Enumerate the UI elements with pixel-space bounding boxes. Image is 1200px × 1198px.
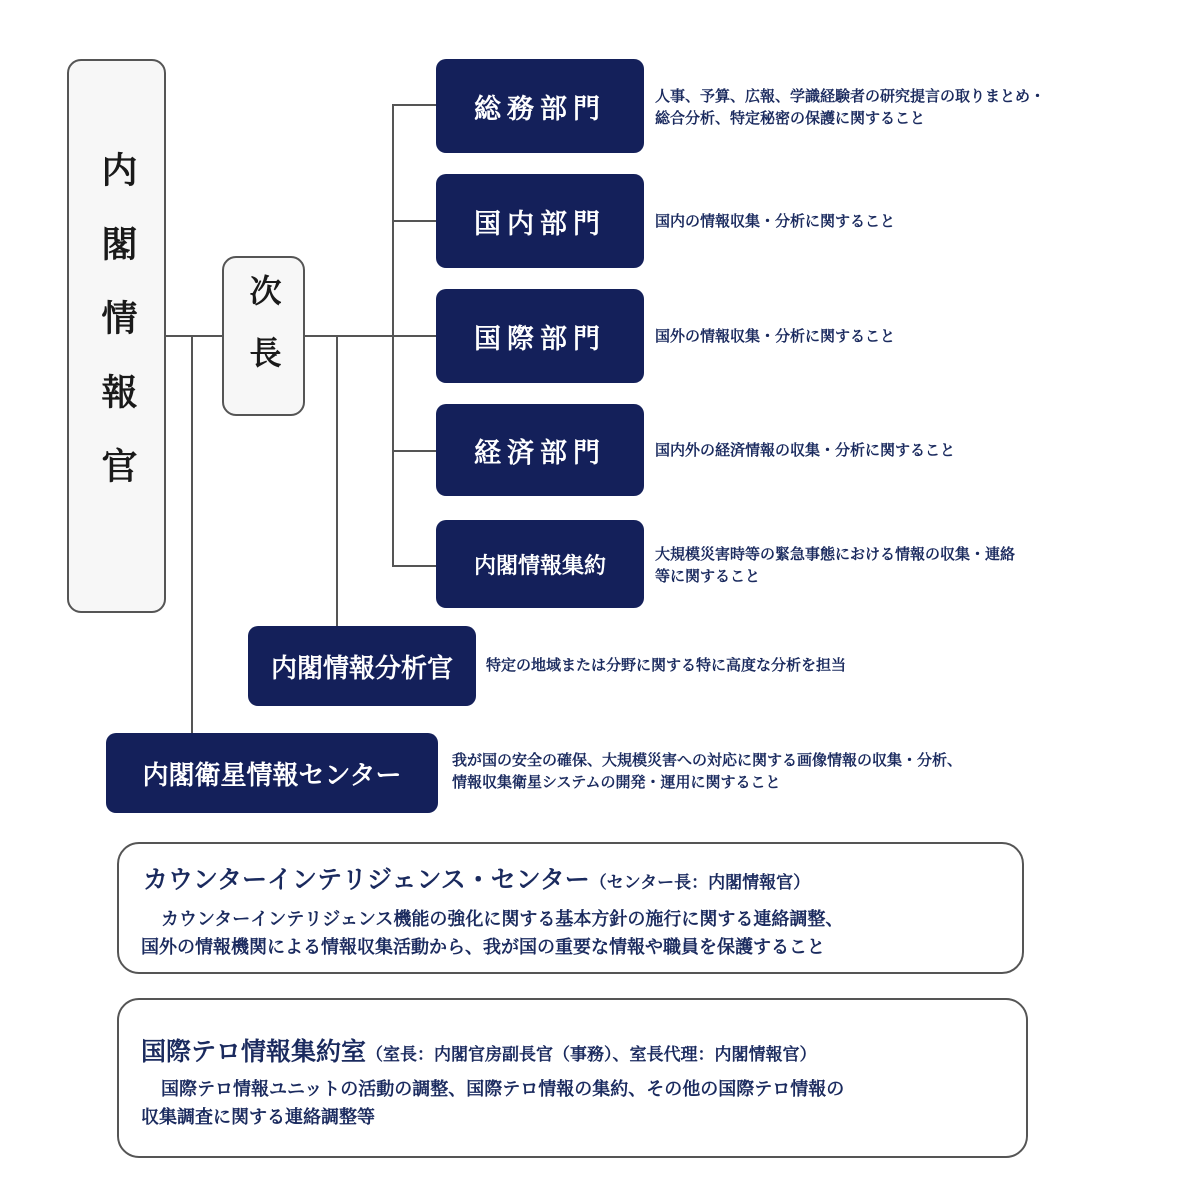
deputy-label: 次長 bbox=[244, 274, 283, 398]
deputy-box bbox=[222, 256, 305, 416]
counter-intelligence-subtitle: （センター長：内閣情報官） bbox=[589, 873, 811, 893]
connector-deputy-analyst bbox=[336, 335, 338, 626]
dept-international-desc bbox=[655, 325, 895, 347]
connector-dept-1 bbox=[392, 104, 438, 106]
desc-line: 国外の情報収集・分析に関すること bbox=[655, 327, 896, 345]
dept-economic bbox=[436, 404, 644, 496]
connector-dept-2 bbox=[392, 220, 438, 222]
body-line: 国外の情報機関による情報収集活動から、我が国の重要な情報や職員を保護すること bbox=[141, 937, 825, 958]
dept-label: 経済部門 bbox=[474, 437, 606, 469]
connector-dept-spine bbox=[392, 104, 394, 566]
satellite-center-desc bbox=[452, 749, 962, 793]
counter-intelligence-box bbox=[117, 842, 1024, 974]
desc-line: 等に関すること bbox=[655, 567, 761, 585]
dept-economic-desc bbox=[655, 439, 955, 461]
dept-international bbox=[436, 289, 644, 383]
satellite-center-box bbox=[106, 733, 438, 813]
terror-room-title: 国際テロ情報集約室 bbox=[141, 1037, 367, 1066]
dept-cabinet-intelligence-collection-desc bbox=[655, 543, 1015, 587]
terror-room-heading bbox=[141, 1032, 817, 1068]
counter-intelligence-title: カウンターインテリジェンス・センター bbox=[143, 865, 590, 894]
terror-room-body bbox=[141, 1076, 844, 1132]
dept-general-affairs-desc bbox=[655, 85, 1045, 129]
desc-line: 人事、予算、広報、学識経験者の研究提言の取りまとめ・ bbox=[655, 87, 1046, 105]
dept-cabinet-intelligence-collection bbox=[436, 520, 644, 608]
dept-label: 総務部門 bbox=[474, 93, 606, 125]
analyst-label: 内閣情報分析官 bbox=[270, 653, 453, 684]
chief-box bbox=[67, 59, 166, 613]
desc-line: 国内外の経済情報の収集・分析に関すること bbox=[655, 441, 956, 459]
body-line: 国際テロ情報ユニットの活動の調整、国際テロ情報の集約、その他の国際テロ情報の bbox=[161, 1079, 845, 1100]
dept-domestic-desc bbox=[655, 210, 895, 232]
desc-line: 国内の情報収集・分析に関すること bbox=[655, 212, 896, 230]
connector-chief-deputy bbox=[165, 335, 223, 337]
connector-dept-4 bbox=[392, 450, 438, 452]
terror-room-subtitle: （室長：内閣官房副長官（事務）、室長代理：内閣情報官） bbox=[366, 1045, 817, 1065]
connector-deputy-right bbox=[304, 335, 438, 337]
desc-line: 情報収集衛星システムの開発・運用に関すること bbox=[452, 773, 781, 791]
analyst-desc bbox=[486, 654, 846, 676]
desc-line: 特定の地域または分野に関する特に高度な分析を担当 bbox=[486, 656, 847, 674]
counter-intelligence-heading bbox=[143, 860, 810, 896]
desc-line: 我が国の安全の確保、大規模災害への対応に関する画像情報の収集・分析、 bbox=[452, 751, 963, 769]
desc-line: 総合分析、特定秘密の保護に関すること bbox=[655, 109, 926, 127]
connector-dept-5 bbox=[392, 565, 438, 567]
body-line: カウンターインテリジェンス機能の強化に関する基本方針の施行に関する連絡調整、 bbox=[161, 909, 844, 930]
terror-room-box bbox=[117, 998, 1028, 1158]
dept-general-affairs bbox=[436, 59, 644, 153]
chief-label: 内閣情報官 bbox=[96, 151, 137, 521]
dept-label: 内閣情報集約 bbox=[473, 553, 606, 579]
satellite-center-label: 内閣衛星情報センター bbox=[142, 760, 402, 791]
dept-label: 国際部門 bbox=[474, 323, 606, 355]
dept-domestic bbox=[436, 174, 644, 268]
body-line: 収集調査に関する連絡調整等 bbox=[141, 1107, 375, 1128]
desc-line: 大規模災害時等の緊急事態における情報の収集・連絡 bbox=[655, 545, 1016, 563]
dept-label: 国内部門 bbox=[474, 208, 606, 240]
connector-chief-vertical bbox=[191, 335, 193, 735]
analyst-box bbox=[248, 626, 476, 706]
counter-intelligence-body bbox=[141, 906, 843, 962]
